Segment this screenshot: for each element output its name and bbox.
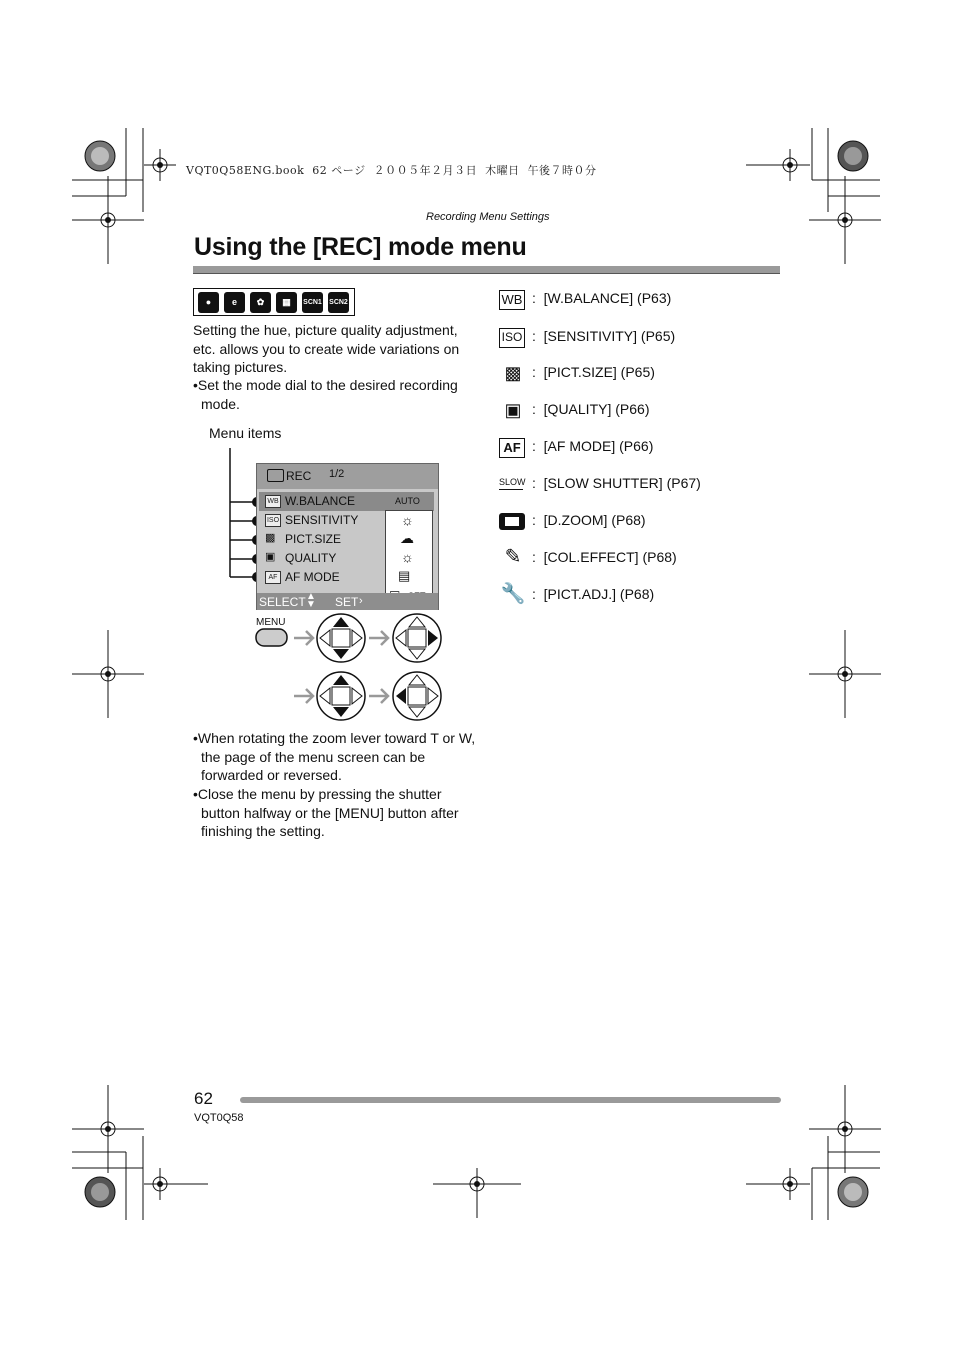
lcd-header-bar — [257, 464, 438, 489]
legend-text: : [AF MODE] (P66) — [532, 438, 654, 454]
lcd-row-quality: QUALITY — [285, 551, 337, 565]
document-code: VQT0Q58 — [194, 1112, 244, 1124]
legend-text: : [QUALITY] (P66) — [532, 401, 650, 417]
lcd-set-label: SET — [335, 595, 359, 609]
legend-text: : [PICT.SIZE] (P65) — [532, 364, 655, 380]
legend-text: : [PICT.ADJ.] (P68) — [532, 586, 655, 602]
camera-icon — [267, 469, 284, 482]
footer-rule — [240, 1097, 781, 1103]
section-header: Recording Menu Settings — [426, 211, 550, 223]
quality-icon: ▣ — [265, 551, 276, 563]
legend-text: : [SENSITIVITY] (P65) — [532, 328, 676, 344]
intro-text: Setting the hue, picture quality adjustment, etc. allows you to create wide variations on taking pictures. — [193, 322, 460, 375]
af-icon: AF — [499, 438, 525, 458]
lcd-row-pict-size: PICT.SIZE — [285, 532, 342, 546]
white-set-icon: ▤ — [398, 568, 411, 583]
lcd-select-label: SELECT — [259, 595, 306, 609]
movie-icon: ▦ — [276, 292, 297, 313]
scn1-icon: SCN1 — [302, 292, 323, 313]
lcd-wb-value: AUTO — [395, 496, 420, 506]
pict-adj-icon: 🔧 — [500, 583, 526, 605]
up-down-icon: ▲ ▼ — [306, 591, 316, 610]
page-number: 62 — [194, 1089, 213, 1108]
lcd-header-label: REC — [286, 469, 312, 483]
cloud-icon: ☁ — [400, 530, 414, 546]
lcd-row-w-balance: W.BALANCE — [285, 494, 356, 508]
wb-icon: WB — [499, 290, 525, 310]
sun-icon: ☼ — [401, 512, 414, 528]
button-sequence-diagram — [254, 612, 446, 724]
legend-text: : [D.ZOOM] (P68) — [532, 512, 646, 528]
menu-button-label: MENU — [256, 617, 286, 628]
wb-icon: WB — [265, 495, 281, 508]
col-effect-icon: ✎ — [504, 546, 522, 568]
pict-size-icon: ▩ — [504, 363, 522, 383]
page-title: Using the [REC] mode menu — [194, 233, 527, 261]
economy-icon: e — [224, 292, 245, 313]
pict-size-icon: ▩ — [265, 532, 276, 544]
af-icon: AF — [265, 571, 281, 584]
lcd-row-af-mode: AF MODE — [285, 570, 340, 584]
iso-icon: ISO — [265, 514, 281, 527]
scn2-icon: SCN2 — [328, 292, 349, 313]
quality-icon: ▣ — [504, 400, 522, 420]
slow-icon: SLOW — [499, 477, 523, 490]
right-arrow-icon: › — [359, 595, 363, 607]
macro-icon: ✿ — [250, 292, 271, 313]
bullet-zoom-lever: •When rotating the zoom lever toward T or W, the page of the menu screen can be forwarded or reversed. — [193, 730, 476, 783]
title-rule — [193, 266, 780, 274]
halogen-icon: ☼ — [401, 549, 414, 565]
menu-items-label: Menu items — [209, 425, 282, 441]
dzoom-icon — [499, 513, 525, 530]
lcd-page-indicator: 1/2 — [329, 468, 345, 480]
bullet-close-menu: •Close the menu by pressing the shutter button halfway or the [MENU] button after finishing the setting. — [193, 786, 459, 839]
iso-icon: ISO — [499, 328, 525, 348]
bullet-mode-dial: •Set the mode dial to the desired recording mode. — [193, 377, 458, 412]
legend-text: : [COL.EFFECT] (P68) — [532, 549, 677, 565]
legend-text: : [SLOW SHUTTER] (P67) — [532, 475, 701, 491]
legend-text: : [W.BALANCE] (P63) — [532, 290, 672, 306]
printer-info-line: VQT0Q58ENG.book 62 ページ ２００５年２月３日 木曜日 午後７時０分 — [186, 164, 597, 177]
recording-mode-icons — [193, 288, 355, 316]
lcd-bottom-bar — [257, 593, 438, 610]
lcd-menu-screen — [256, 463, 439, 610]
lcd-row-sensitivity: SENSITIVITY — [285, 513, 359, 527]
camera-icon: ● — [198, 292, 219, 313]
